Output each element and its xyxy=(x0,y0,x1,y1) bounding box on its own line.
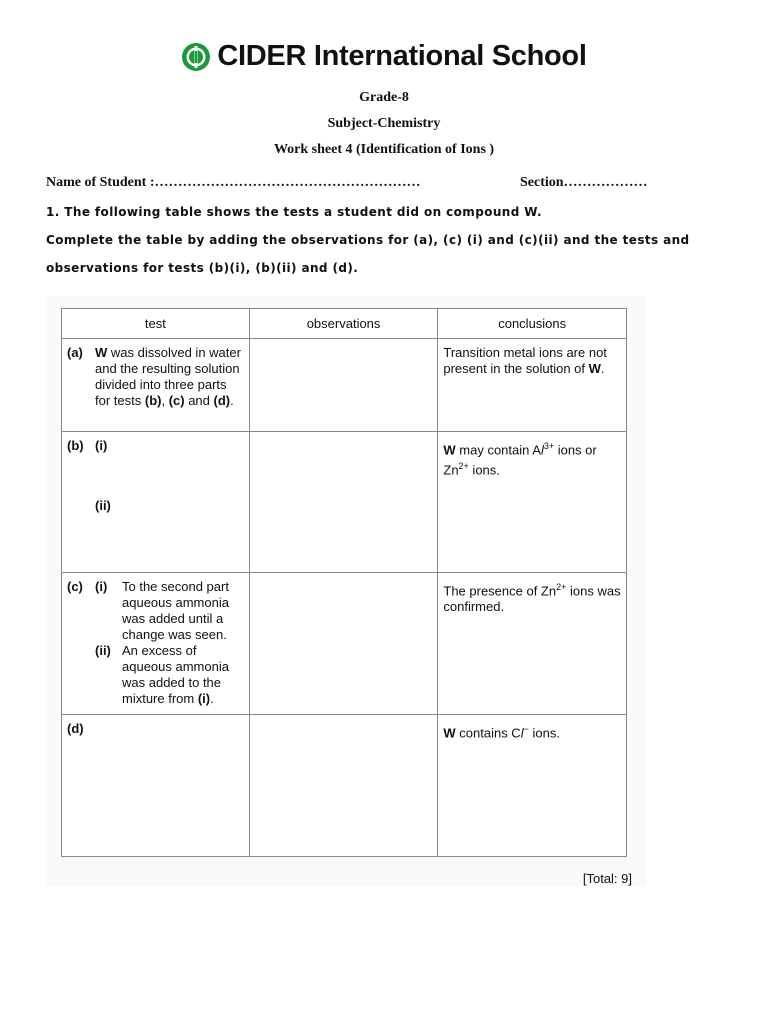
header-conclusions: conclusions xyxy=(438,309,627,339)
test-cell-c xyxy=(62,573,250,715)
observation-cell-a[interactable] xyxy=(249,339,438,432)
row-label-d: (d) xyxy=(67,721,84,736)
worksheet-title: Work sheet 4 (Identification of Ions ) xyxy=(273,142,495,157)
question-line-3: observations for tests (b)(i), (b)(ii) and (d). xyxy=(46,261,359,275)
page-header xyxy=(0,40,768,77)
row-label-b: (b) xyxy=(67,438,84,453)
observation-cell-b[interactable] xyxy=(249,432,438,573)
header-observations: observations xyxy=(249,309,438,339)
subject-line: Subject-Chemistry xyxy=(327,116,441,131)
test-cell-b[interactable] xyxy=(62,432,250,573)
school-name: CIDER International School xyxy=(217,40,587,72)
school-logo-icon xyxy=(181,42,211,72)
observation-cell-d[interactable] xyxy=(249,715,438,857)
table-row-d xyxy=(62,715,627,857)
test-text-c-ii: An excess of aqueous ammonia was added to the mixture from (i). xyxy=(122,643,229,706)
observation-cell-c[interactable] xyxy=(249,573,438,715)
row-label-c: (c) xyxy=(67,579,83,594)
row-label-a: (a) xyxy=(67,345,83,360)
table-row-b xyxy=(62,432,627,573)
test-text-a: W was dissolved in water and the resulting solution divided into three parts for tests (b), (c) and (d). xyxy=(95,345,241,408)
sub-label-c-ii: (ii) xyxy=(95,643,111,658)
conclusion-cell-a: Transition metal ions are not present in the solution of W. xyxy=(438,339,627,432)
ion-test-table xyxy=(61,308,627,857)
conclusion-cell-d: W contains Cl− ions. xyxy=(438,715,627,857)
test-cell-a xyxy=(62,339,250,432)
table-row-a xyxy=(62,339,627,432)
sub-label-b-ii: (ii) xyxy=(95,498,111,513)
grade-line: Grade-8 xyxy=(359,90,409,105)
table-row-c xyxy=(62,573,627,715)
table-header-row xyxy=(62,309,627,339)
conclusion-cell-b: W may contain $Al^{3+}$ ions or $Zn^{2+}$ ions. xyxy=(438,432,627,573)
sub-label-b-i: (i) xyxy=(95,438,108,453)
header-test: test xyxy=(62,309,250,339)
student-name-field[interactable]: Name of Student :………………………………………………… xyxy=(46,175,421,190)
total-marks: [Total: 9] xyxy=(582,871,632,886)
ion-test-table-panel xyxy=(46,296,646,886)
section-field[interactable]: Section……………… xyxy=(520,175,648,190)
question-line-1: 1. The following table shows the tests a student did on compound W. xyxy=(46,205,542,219)
test-cell-d[interactable] xyxy=(62,715,250,857)
question-line-2: Complete the table by adding the observations for (a), (c) (i) and (c)(ii) and the tests and xyxy=(46,233,690,247)
conclusion-cell-c: The presence of $Zn^{2+}$ ions was confirmed. xyxy=(438,573,627,715)
sub-label-c-i: (i) xyxy=(95,579,108,594)
school-logo-row xyxy=(181,40,586,73)
student-info-row xyxy=(46,175,706,191)
test-text-c-i: To the second part aqueous ammonia was added until a change was seen. xyxy=(122,579,229,642)
